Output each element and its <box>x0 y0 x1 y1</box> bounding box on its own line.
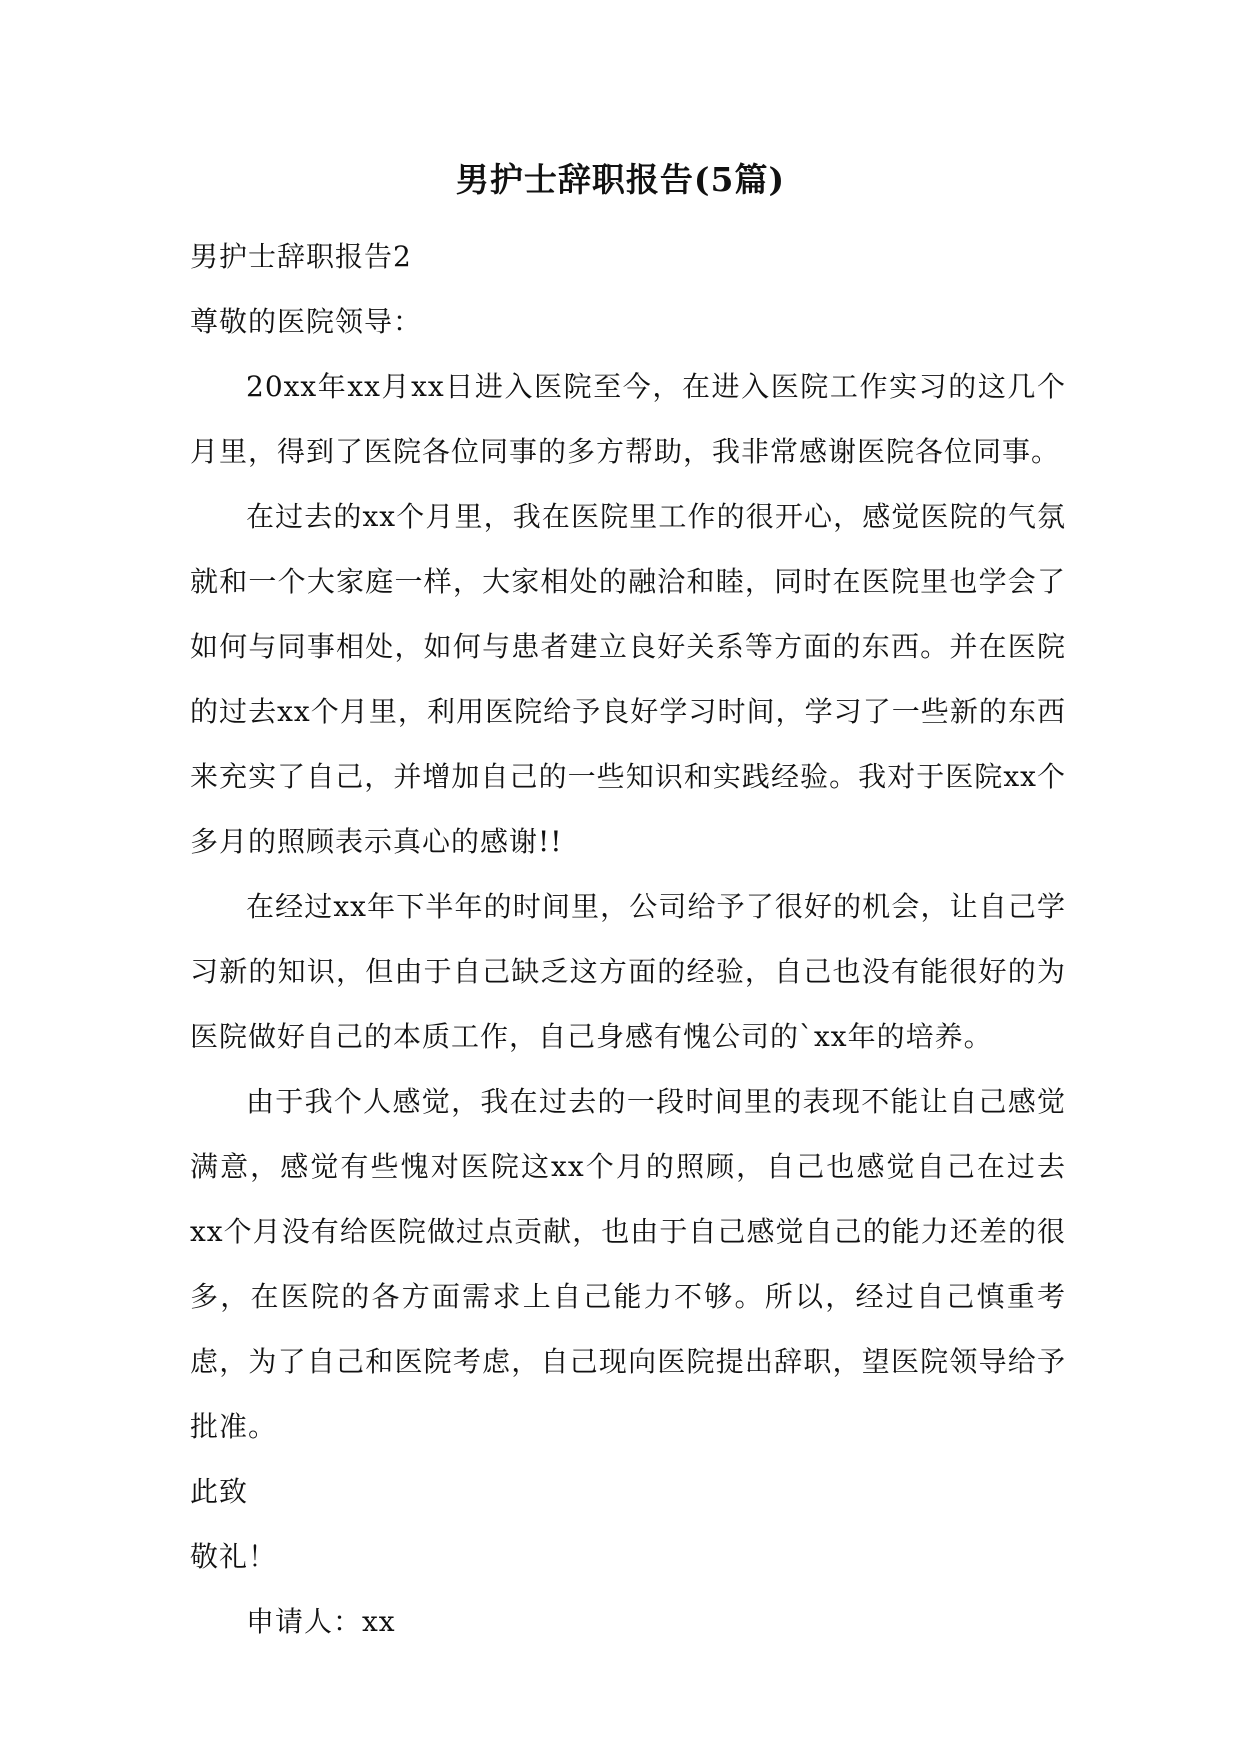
document-body <box>190 224 1066 1654</box>
paragraph-4: 由于我个人感觉，我在过去的一段时间里的表现不能让自己感觉满意，感觉有些愧对医院这xx个月的照顾，自己也感觉自己在过去xx个月没有给医院做过点贡献，也由于自己感觉自己的能力还差的很多，在医院的各方面需求上自己能力不够。所以，经过自己慎重考虑，为了自己和医院考虑，自己现向医院提出辞职，望医院领导给予批准。 <box>190 1085 1066 1443</box>
paragraph-2: 在过去的xx个月里，我在医院里工作的很开心，感觉医院的气氛就和一个大家庭一样，大家相处的融洽和睦，同时在医院里也学会了如何与同事相处，如何与患者建立良好关系等方面的东西。并在医院的过去xx个月里，利用医院给予良好学习时间，学习了一些新的东西来充实了自己，并增加自己的一些知识和实践经验。我对于医院xx个多月的照顾表示真心的感谢!! <box>190 500 1066 858</box>
paragraph-1: 20xx年xx月xx日进入医院至今，在进入医院工作实习的这几个月里，得到了医院各位同事的多方帮助，我非常感谢医院各位同事。 <box>190 370 1066 468</box>
report-subtitle: 男护士辞职报告2 <box>190 240 412 273</box>
paragraph-3: 在经过xx年下半年的时间里，公司给予了很好的机会，让自己学习新的知识，但由于自己缺乏这方面的经验，自己也没有能很好的为医院做好自己的本质工作，自己身感有愧公司的`xx年的培养。 <box>190 890 1066 1053</box>
salutation: 尊敬的医院领导： <box>190 305 423 338</box>
closing-line-2: 敬礼！ <box>190 1540 278 1573</box>
closing-line-1: 此致 <box>190 1475 249 1508</box>
applicant-line: 申请人：xx <box>246 1605 396 1638</box>
document-title: 男护士辞职报告(5篇) <box>455 160 786 199</box>
